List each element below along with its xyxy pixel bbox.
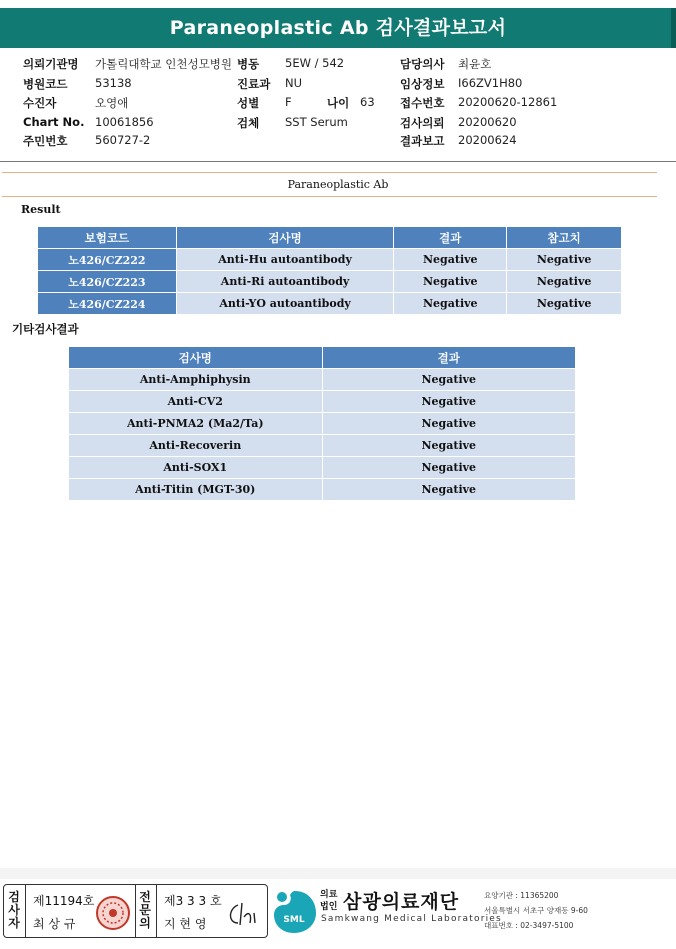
patient-label: 수진자 <box>23 96 57 110</box>
address: 서울특별시 서초구 양재동 9-60 <box>484 906 588 915</box>
other-result-row <box>69 391 576 413</box>
other-results-table <box>68 346 576 501</box>
other-result-row <box>69 435 576 457</box>
table-cell: 노426/CZ224 <box>38 293 177 315</box>
column-header: 참고치 <box>507 227 622 249</box>
table-cell: Negative <box>507 293 622 315</box>
table-cell: Anti-PNMA2 (Ma2/Ta) <box>69 413 323 435</box>
clinical-info-label: 임상정보 <box>400 77 445 91</box>
result-row <box>38 271 622 293</box>
other-results-label: 기타검사결과 <box>12 322 79 336</box>
table-cell: Negative <box>394 249 507 271</box>
examiner-license: 제11194호 <box>33 894 95 908</box>
table-cell: Negative <box>322 413 575 435</box>
clinical-info-value: I66ZV1H80 <box>458 76 523 90</box>
report-footer <box>0 879 676 949</box>
table-cell: Anti-Titin (MGT-30) <box>69 479 323 501</box>
seal-icon <box>95 895 131 931</box>
physician-title: 전 문 의 <box>139 890 151 930</box>
doctor-value: 최윤호 <box>458 57 492 71</box>
department-value: NU <box>285 76 303 90</box>
other-result-row <box>69 369 576 391</box>
table-cell: Anti-YO autoantibody <box>176 293 394 315</box>
age-value: 63 <box>360 95 375 109</box>
table-cell: Negative <box>394 293 507 315</box>
result-row <box>38 293 622 315</box>
table-cell: Anti-Recoverin <box>69 435 323 457</box>
other-table-header <box>69 347 576 369</box>
table-cell: Negative <box>394 271 507 293</box>
hospital-code-label: 병원코드 <box>23 77 68 91</box>
table-cell: Anti-Ri autoantibody <box>176 271 394 293</box>
column-header: 결과 <box>394 227 507 249</box>
sex-value: F <box>285 95 292 109</box>
table-cell: Negative <box>322 479 575 501</box>
table-cell: Negative <box>322 369 575 391</box>
column-header: 보험코드 <box>38 227 177 249</box>
banner-edge <box>671 8 676 48</box>
hospital-code-value: 53138 <box>95 76 132 90</box>
department-label: 진료과 <box>237 77 271 91</box>
specimen-value: SST Serum <box>285 115 348 129</box>
resident-no-label: 주민번호 <box>23 134 68 148</box>
table-cell: Anti-SOX1 <box>69 457 323 479</box>
table-cell: Negative <box>507 271 622 293</box>
request-date-value: 20200620 <box>458 115 517 129</box>
column-header: 결과 <box>322 347 575 369</box>
result-table-header <box>38 227 622 249</box>
org-prefix-1: 의료 <box>320 890 338 900</box>
table-cell: Negative <box>507 249 622 271</box>
table-cell: Anti-CV2 <box>69 391 323 413</box>
request-date-label: 검사의뢰 <box>400 116 445 130</box>
table-cell: 노426/CZ223 <box>38 271 177 293</box>
column-header: 검사명 <box>69 347 323 369</box>
examiner-name: 최 상 규 <box>33 917 76 931</box>
section-divider-bottom <box>2 196 657 197</box>
receipt-no-label: 접수번호 <box>400 96 445 110</box>
care-institution: 요양기관 : 11365200 <box>484 891 559 900</box>
section-divider-top <box>2 172 657 173</box>
org-prefix-2: 법인 <box>320 902 338 912</box>
signature-icon <box>224 899 264 929</box>
doctor-label: 담당의사 <box>400 57 445 71</box>
resident-no-value: 560727-2 <box>95 133 151 147</box>
section-title: Paraneoplastic Ab <box>287 178 389 191</box>
report-date-value: 20200624 <box>458 133 517 147</box>
phone: 대표번호 : 02-3497-5100 <box>484 921 574 930</box>
specimen-label: 검체 <box>237 116 260 130</box>
chart-no-label: Chart No. <box>23 115 85 129</box>
table-cell: Anti-Amphiphysin <box>69 369 323 391</box>
table-cell: 노426/CZ222 <box>38 249 177 271</box>
examiner-title: 검 사 자 <box>8 890 20 930</box>
receipt-no-value: 20200620-12861 <box>458 95 558 109</box>
physician-name: 지 현 영 <box>164 917 207 931</box>
table-cell: Negative <box>322 435 575 457</box>
sml-logo-icon <box>272 889 318 935</box>
column-header: 검사명 <box>176 227 394 249</box>
ward-value: 5EW / 542 <box>285 56 345 70</box>
physician-license: 제3 3 3 호 <box>164 894 222 908</box>
table-cell: Negative <box>322 391 575 413</box>
report-date-label: 결과보고 <box>400 134 445 148</box>
result-label: Result <box>21 203 61 216</box>
table-cell: Anti-Hu autoantibody <box>176 249 394 271</box>
table-cell: Negative <box>322 457 575 479</box>
sex-label: 성별 <box>237 96 260 110</box>
other-result-row <box>69 479 576 501</box>
logo-text: SML <box>283 915 305 925</box>
other-result-row <box>69 457 576 479</box>
institution-value: 가톨릭대학교 인천성모병원 <box>95 57 232 71</box>
signature-box <box>3 884 268 938</box>
report-title: Paraneoplastic Ab 검사결과보고서 <box>0 8 676 48</box>
chart-no-value: 10061856 <box>95 115 154 129</box>
org-name-en: Samkwang Medical Laboratories <box>321 914 502 924</box>
other-result-row <box>69 413 576 435</box>
result-row <box>38 249 622 271</box>
patient-value: 오영애 <box>95 96 129 110</box>
result-table <box>37 226 622 315</box>
institution-label: 의뢰기관명 <box>23 57 79 71</box>
header-divider <box>0 161 676 162</box>
org-name: 삼광의료재단 <box>343 891 460 913</box>
ward-label: 병동 <box>237 57 260 71</box>
age-label: 나이 <box>327 96 350 110</box>
